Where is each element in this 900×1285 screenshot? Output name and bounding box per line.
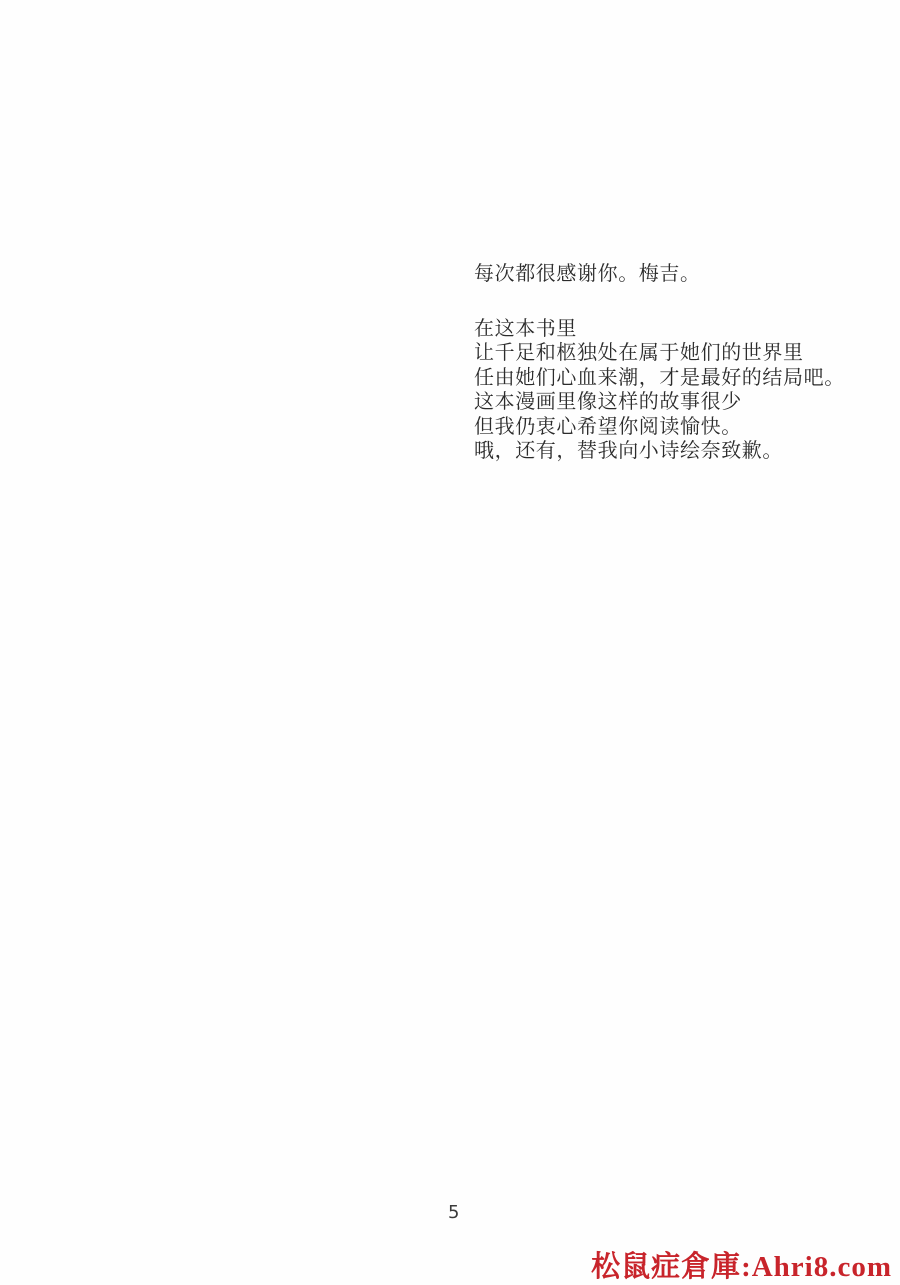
afterword-text-block bbox=[474, 261, 845, 463]
afterword-line: 哦，还有，替我向小诗绘奈致歉。 bbox=[474, 438, 783, 462]
afterword-line: 每次都很感谢你。梅吉。 bbox=[474, 261, 701, 285]
watermark-text: 松鼠症倉庫:Ahri8.com bbox=[591, 1251, 892, 1283]
afterword-line: 在这本书里 bbox=[474, 315, 577, 340]
afterword-paragraph-1 bbox=[474, 261, 845, 286]
afterword-line: 让千足和柩独处在属于她们的世界里 bbox=[474, 340, 804, 364]
page-number: 5 bbox=[448, 1202, 460, 1223]
afterword-paragraph-2 bbox=[474, 316, 845, 463]
afterword-line: 任由她们心血来潮，才是最好的结局吧。 bbox=[474, 364, 845, 389]
afterword-line: 这本漫画里像这样的故事很少 bbox=[474, 389, 742, 413]
afterword-line: 但我仍衷心希望你阅读愉快。 bbox=[474, 413, 742, 438]
